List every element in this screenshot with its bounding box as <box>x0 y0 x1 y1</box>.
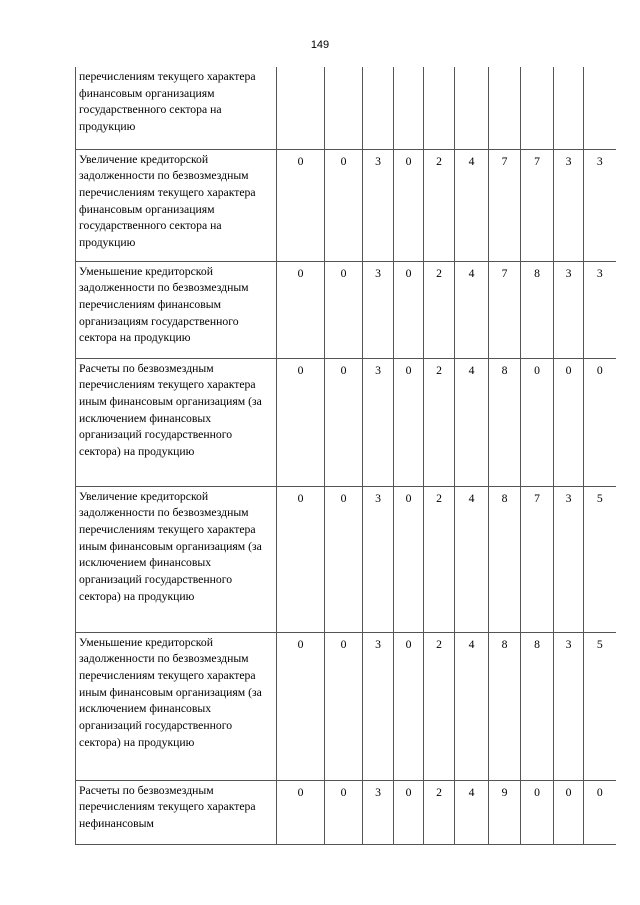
code-digit-cell: 0 <box>277 149 325 261</box>
row-description: Увеличение кредиторской задолженности по безвозмездным перечислениям текущего характера финансовым организациям государственного сектора на продукцию <box>76 149 277 261</box>
table-row <box>76 486 616 632</box>
code-digit-cell: 7 <box>521 149 554 261</box>
code-digit-cell <box>455 67 489 149</box>
code-digit-cell: 3 <box>554 261 584 358</box>
code-digit-cell: 0 <box>521 358 554 486</box>
code-digit-cell: 0 <box>277 358 325 486</box>
code-digit-cell: 8 <box>489 486 521 632</box>
row-description: Увеличение кредиторской задолженности по безвозмездным перечислениям текущего характера иным финансовым организациям (за исключением финансовых организаций государственного сектора) на продукцию <box>76 486 277 632</box>
code-digit-cell: 0 <box>554 780 584 844</box>
code-digit-cell: 3 <box>363 632 394 780</box>
code-digit-cell: 3 <box>363 358 394 486</box>
code-digit-cell: 3 <box>554 149 584 261</box>
code-digit-cell: 0 <box>394 486 424 632</box>
code-digit-cell: 4 <box>455 780 489 844</box>
table-row <box>76 632 616 780</box>
code-digit-cell: 0 <box>584 358 616 486</box>
code-digit-cell: 7 <box>521 486 554 632</box>
code-digit-cell: 3 <box>554 486 584 632</box>
code-digit-cell: 0 <box>325 261 363 358</box>
code-digit-cell: 3 <box>584 149 616 261</box>
code-digit-cell <box>394 67 424 149</box>
code-digit-cell <box>521 67 554 149</box>
code-digit-cell: 0 <box>584 780 616 844</box>
code-digit-cell: 4 <box>455 261 489 358</box>
row-description: Уменьшение кредиторской задолженности по безвозмездным перечислениям финансовым организациям государственного сектора на продукцию <box>76 261 277 358</box>
code-digit-cell: 0 <box>521 780 554 844</box>
code-digit-cell: 0 <box>277 261 325 358</box>
code-digit-cell: 0 <box>325 149 363 261</box>
code-digit-cell: 5 <box>584 632 616 780</box>
code-digit-cell: 4 <box>455 486 489 632</box>
code-digit-cell: 3 <box>363 149 394 261</box>
code-digit-cell: 2 <box>424 149 455 261</box>
code-digit-cell: 0 <box>394 358 424 486</box>
code-digit-cell: 3 <box>363 486 394 632</box>
row-description: Уменьшение кредиторской задолженности по безвозмездным перечислениям текущего характера иным финансовым организациям (за исключением финансовых организаций государственного сектора) на продукцию <box>76 632 277 780</box>
code-digit-cell <box>424 67 455 149</box>
code-digit-cell: 8 <box>521 261 554 358</box>
code-digit-cell: 3 <box>363 261 394 358</box>
row-description: Расчеты по безвозмездным перечислениям текущего характера иным финансовым организациям (за исключением финансовых организаций государственного сектора) на продукцию <box>76 358 277 486</box>
code-digit-cell: 3 <box>584 261 616 358</box>
code-digit-cell: 0 <box>277 780 325 844</box>
code-digit-cell <box>489 67 521 149</box>
code-digit-cell: 0 <box>325 632 363 780</box>
code-digit-cell: 5 <box>584 486 616 632</box>
code-digit-cell <box>554 67 584 149</box>
code-digit-cell: 0 <box>277 632 325 780</box>
table-row <box>76 780 616 844</box>
code-digit-cell: 0 <box>325 780 363 844</box>
code-digit-cell: 7 <box>489 149 521 261</box>
code-digit-cell: 3 <box>554 632 584 780</box>
code-digit-cell: 9 <box>489 780 521 844</box>
code-digit-cell: 8 <box>489 632 521 780</box>
code-digit-cell: 0 <box>277 486 325 632</box>
code-digit-cell <box>584 67 616 149</box>
code-digit-cell <box>277 67 325 149</box>
code-digit-cell: 0 <box>325 486 363 632</box>
page-number: 149 <box>310 39 330 51</box>
table-row <box>76 67 616 149</box>
code-digit-cell: 8 <box>489 358 521 486</box>
code-digit-cell: 2 <box>424 632 455 780</box>
code-digit-cell: 0 <box>554 358 584 486</box>
code-digit-cell: 0 <box>394 780 424 844</box>
table-row <box>76 149 616 261</box>
row-description: Расчеты по безвозмездным перечислениям текущего характера нефинансовым <box>76 780 277 844</box>
code-digit-cell <box>325 67 363 149</box>
code-digit-cell: 0 <box>394 632 424 780</box>
code-digit-cell: 4 <box>455 149 489 261</box>
code-digit-cell: 2 <box>424 261 455 358</box>
code-digit-cell: 7 <box>489 261 521 358</box>
code-digit-cell: 0 <box>394 149 424 261</box>
table-row <box>76 358 616 486</box>
code-digit-cell: 0 <box>325 358 363 486</box>
code-digit-cell <box>363 67 394 149</box>
code-digit-cell: 4 <box>455 632 489 780</box>
row-description: перечислениям текущего характера финансовым организациям государственного сектора на продукцию <box>76 67 277 149</box>
code-digit-cell: 0 <box>394 261 424 358</box>
code-digit-cell: 2 <box>424 780 455 844</box>
code-digit-cell: 2 <box>424 358 455 486</box>
code-digit-cell: 3 <box>363 780 394 844</box>
code-digit-cell: 8 <box>521 632 554 780</box>
code-digit-cell: 4 <box>455 358 489 486</box>
code-digit-cell: 2 <box>424 486 455 632</box>
table-row <box>76 261 616 358</box>
accounts-table <box>75 67 616 845</box>
